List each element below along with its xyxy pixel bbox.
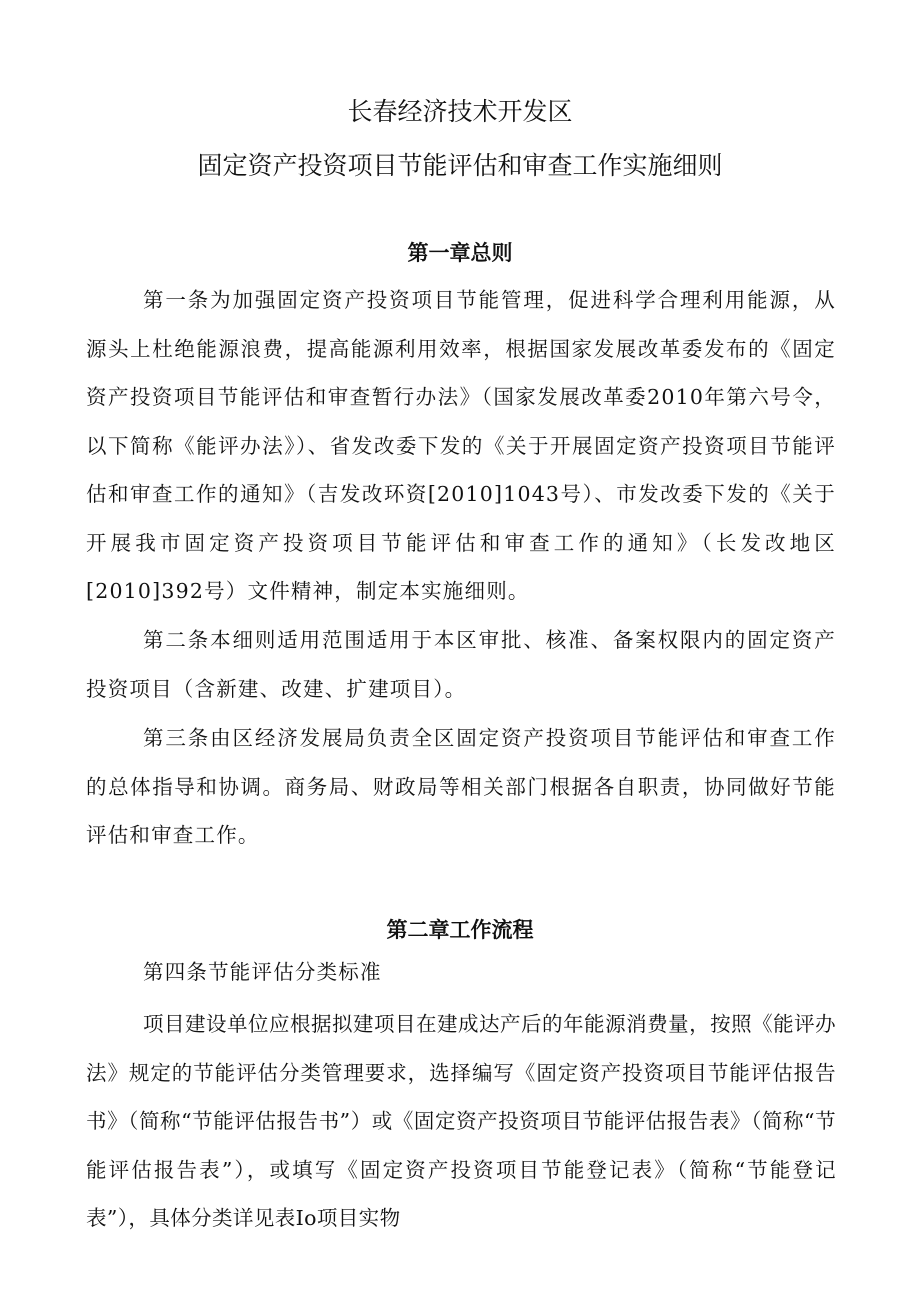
article1-paragraph: 第一条为加强固定资产投资项目节能管理，促进科学合理利用能源，从源头上杜绝能源浪费，提高能源利用效率，根据国家发展改革委发布的《固定资产投资项目节能评估和审查暂行办法》（国家发展改革委2010年第六号令，以下简称《能评办法》）、省发改委下发的《关于开展固定资产投资项目节能评估和审查工作的通知》（吉发改环资[2010]1043号）、市发改委下发的《关于开展我市固定资产投资项目节能评估和审查工作的通知》（长发改地区[2010]392号）文件精神，制定本实施细则。: [86, 288, 836, 603]
chapter2-heading: 第二章工作流程: [386, 918, 534, 942]
article3-paragraph: 第三条由区经济发展局负责全区固定资产投资项目节能评估和审查工作的总体指导和协调。商务局、财政局等相关部门根据各自职责，协同做好节能评估和审查工作。: [86, 726, 836, 847]
article4-body: 项目建设单位应根据拟建项目在建成达产后的年能源消费量，按照《能评办法》规定的节能评估分类管理要求，选择编写《固定资产投资项目节能评估报告书》（简称“节能评估报告书”）或《固定资产投资项目节能评估报告表》（简称“节能评估报告表”），或填写《固定资产投资项目节能登记表》（简称“节能登记表”），具体分类详见表Io项目实物: [86, 1012, 836, 1230]
article2-paragraph: 第二条本细则适用范围适用于本区审批、核准、备案权限内的固定资产投资项目（含新建、改建、扩建项目）。: [86, 628, 836, 701]
document-title-line2: 固定资产投资项目节能评估和审查工作实施细则: [197, 151, 723, 180]
chapter1-heading: 第一章总则: [407, 241, 513, 265]
document-title-line1: 长春经济技术开发区: [347, 97, 573, 126]
article4-title: 第四条节能评估分类标准: [143, 960, 382, 984]
